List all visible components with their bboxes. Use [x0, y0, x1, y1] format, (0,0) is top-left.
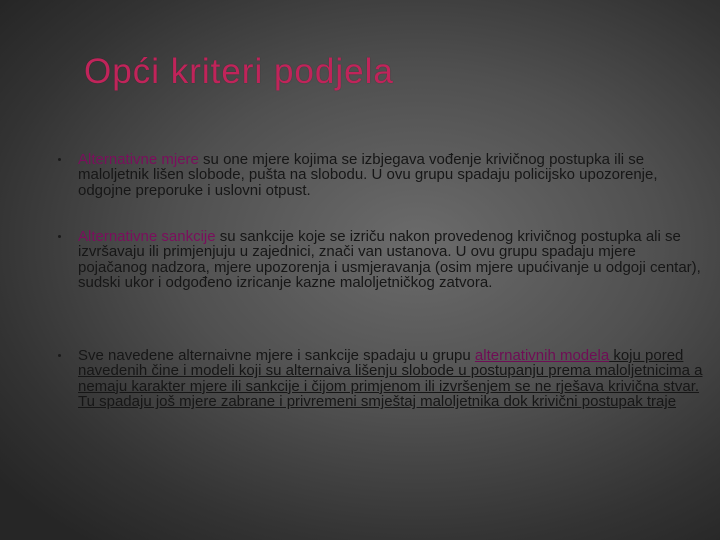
bullet-text: su sankcije koje se izriču nakon provedenog krivičnog postupka ali se izvršavaju ili primjenjuju u zajednici, znači van ustanova. U ovu grupu spadaju mjere pojačanog nadzora, mjere upozorenja i usmjeravanja (osim mjere upućivanje u odgoji centar), sudski ukor i odgođeno izricanje kazne maloljetničkog zatvora. [78, 228, 701, 292]
bullet-icon [58, 158, 61, 161]
bullet-text: koju pored navedenih čine i modeli koji su alternaiva lišenju slobode u postupanju prema maloljetnicima a nemaju karakter mjere ili sankcije i čijom primjenom ili izvršenjem se ne rješava krivična stvar. Tu spadaju još mjere zabrane i privremeni smještaj maloljetnika dok krivični postupak traje [78, 347, 703, 411]
bullet-text: su one mjere kojima se izbjegava vođenje krivičnog postupka ili se maloljetnik lišen slobode, pušta na slobodu. U ovu grupu spadaju policijsko upozorenje, odgojne preporuke i uslovni otpust. [78, 151, 658, 199]
bullet-alternative-measures [58, 152, 706, 198]
bullet-icon [58, 235, 61, 238]
slide-title: Opći kriteri podjela [84, 52, 394, 91]
term-alternative-sanctions: Alternativne sankcije [78, 228, 216, 245]
term-alternative-measures: Alternativne mjere [78, 151, 199, 168]
bullet-prefix: Sve navedene alternaivne mjere i sankcije spadaju u grupu [78, 347, 475, 364]
bullet-alternative-models [58, 348, 706, 410]
bullet-alternative-sanctions [58, 229, 706, 291]
term-alternative-models: alternativnih modela [474, 347, 610, 364]
bullet-icon [58, 354, 61, 357]
